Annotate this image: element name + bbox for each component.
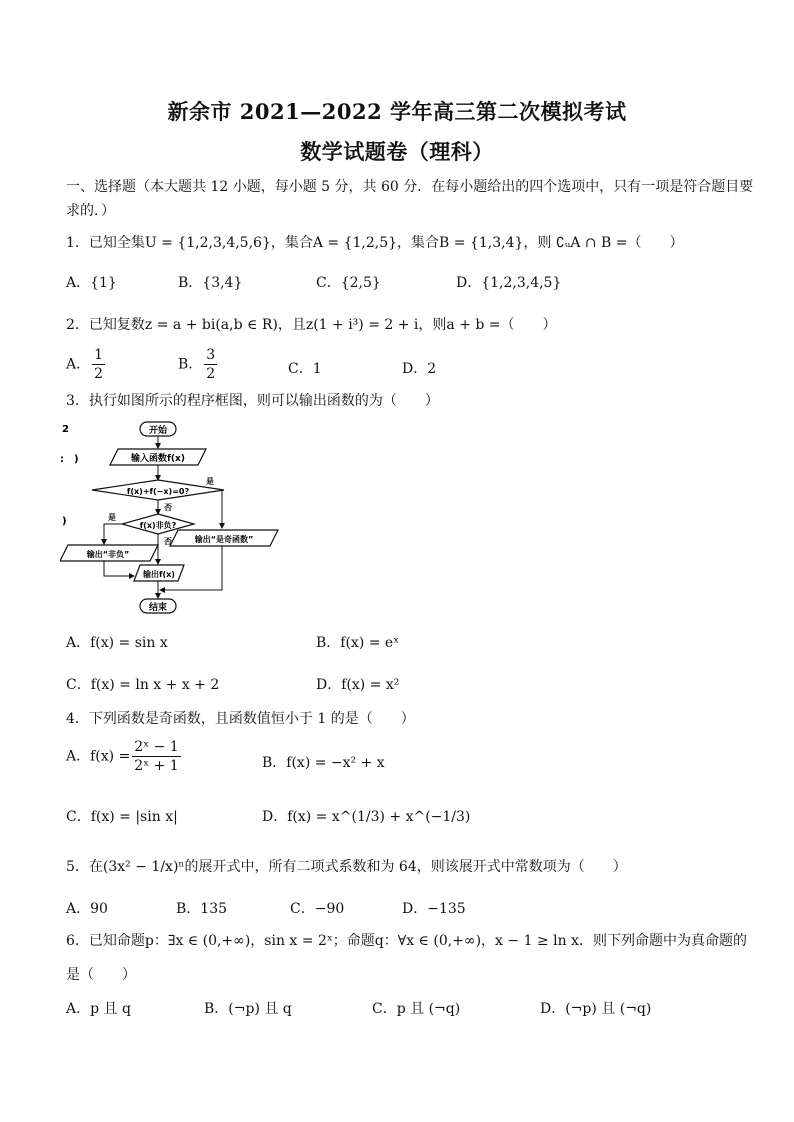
flow-output-odd-node	[170, 530, 278, 546]
q4-option-d: D．f(x) = x^(1/3) + x^(−1/3)	[262, 809, 471, 825]
q6-stem-line2: 是（ ）	[66, 967, 136, 983]
q4-option-b: B．f(x) = −x² + x	[262, 755, 385, 771]
q5-stem-pre: 5．在	[66, 859, 103, 875]
q5-option-a: A．90	[66, 901, 108, 917]
q4-option-a-denominator: 2ˣ + 1	[134, 758, 179, 774]
q2-option-b-numerator: 3	[206, 347, 216, 363]
q2-option-d: D．2	[402, 361, 437, 377]
flow-input-node	[110, 449, 206, 465]
q3-margin-mark-1: 2	[62, 424, 69, 435]
section-intro-line2: 求的．）	[66, 203, 115, 219]
q2-option-a-denominator: 2	[94, 366, 104, 382]
flow-condition-1-label: f(x)+f(−x)=0?	[126, 487, 190, 496]
q6-option-a: A．p 且 q	[66, 1001, 131, 1017]
q2-option-a	[66, 346, 107, 383]
q4-stem: 4．下列函数是奇函数，且函数值恒小于 1 的是（ ）	[66, 711, 415, 727]
q1-stem: 1．已知全集U = {1,2,3,4,5,6}，集合A = {1,2,5}，集合B = {1,3,4}，则 ∁ᵤA ∩ B =（ ）	[66, 235, 684, 251]
section-intro-line1: 一、选择题（本大题共 12 小题，每小题 5 分，共 60 分．在每小题给出的四个选项中，只有一项是符合题目要	[66, 179, 754, 195]
q5-stem-post: 的展开式中，所有二项式系数和为 64，则该展开式中常数项为（ ）	[184, 859, 627, 875]
q4-option-c: C．f(x) = |sin x|	[66, 809, 178, 825]
flow-start-label: 开始	[148, 426, 168, 436]
q1-option-c: C．{2,5}	[316, 275, 381, 291]
q2-option-b-label: B．	[178, 356, 203, 373]
q2-option-a-numerator: 1	[94, 347, 104, 363]
q3-stem: 3．执行如图所示的程序框图，则可以输出函数的为（ ）	[66, 393, 439, 409]
q5-option-b: B．135	[176, 901, 228, 917]
q2-option-b-fraction	[204, 346, 217, 383]
q5-option-d: D．−135	[402, 901, 466, 917]
q6-stem-line1: 6．已知命题p：∃x ∈ (0,+∞)，sin x = 2ˣ；命题q：∀x ∈ (0,+∞)，x − 1 ≥ ln x．则下列命题中为真命题的	[66, 933, 747, 949]
q3-option-d: D．f(x) = x²	[316, 677, 400, 693]
flow-output-f-label: 输出f(x)	[143, 570, 175, 579]
flow-yes-2: 是	[108, 513, 116, 522]
q3-option-a: A．f(x) = sin x	[66, 635, 168, 651]
q2-option-a-fraction	[92, 346, 105, 383]
flow-no-1: 否	[164, 503, 172, 512]
q1-option-a: A．{1}	[66, 275, 117, 291]
q5-expression: (3x² − 1/x)ⁿ	[102, 859, 185, 875]
flow-output-odd-label: 输出“是奇函数”	[194, 535, 254, 544]
exam-title: 新余市 2021—2022 学年高三第二次模拟考试	[167, 99, 627, 124]
flow-end-node	[140, 599, 176, 613]
q2-stem: 2．已知复数z = a + bi(a,b ∈ R)，且z(1 + i³) = 2 + i，则a + b =（ ）	[66, 317, 557, 333]
q4-option-a-label: A．f(x) =	[66, 748, 131, 765]
q4-option-a-fraction	[132, 738, 180, 775]
flow-output-nonneg-label: 输出“非负”	[86, 550, 130, 559]
flow-output-nonneg-node	[60, 545, 158, 561]
flow-output-f-node	[134, 565, 184, 581]
exam-subtitle: 数学试题卷（理科）	[300, 139, 494, 164]
flow-input-label: 输入函数f(x)	[131, 454, 185, 464]
flow-start-node	[140, 422, 176, 436]
flow-yes-1: 是	[206, 477, 214, 486]
q6-option-d: D．(¬p) 且 (¬q)	[540, 1001, 652, 1017]
q2-option-b-denominator: 2	[206, 366, 216, 382]
q1-option-d: D．{1,2,3,4,5}	[456, 275, 562, 291]
q3-option-c: C．f(x) = ln x + x + 2	[66, 677, 220, 693]
q1-option-b: B．{3,4}	[178, 275, 243, 291]
q3-margin-mark-3: )	[62, 516, 67, 527]
q3-flowchart	[60, 418, 290, 618]
flow-end-label: 结束	[148, 603, 168, 613]
q4-option-a	[66, 738, 183, 775]
flow-no-2: 否	[164, 537, 172, 546]
q5-option-c: C．−90	[290, 901, 345, 917]
flow-condition-1	[92, 480, 224, 500]
q2-option-b	[178, 346, 219, 383]
q2-option-a-label: A．	[66, 356, 91, 373]
q3-option-b: B．f(x) = eˣ	[316, 635, 400, 651]
q4-option-a-numerator: 2ˣ − 1	[134, 739, 179, 755]
q6-option-c: C．p 且 (¬q)	[372, 1001, 461, 1017]
q3-margin-mark-2: : )	[60, 454, 79, 465]
q5-stem	[66, 856, 627, 876]
q6-option-b: B．(¬p) 且 q	[204, 1001, 292, 1017]
flow-condition-2-label: f(x)非负?	[139, 521, 177, 530]
q2-option-c: C．1	[288, 361, 322, 377]
